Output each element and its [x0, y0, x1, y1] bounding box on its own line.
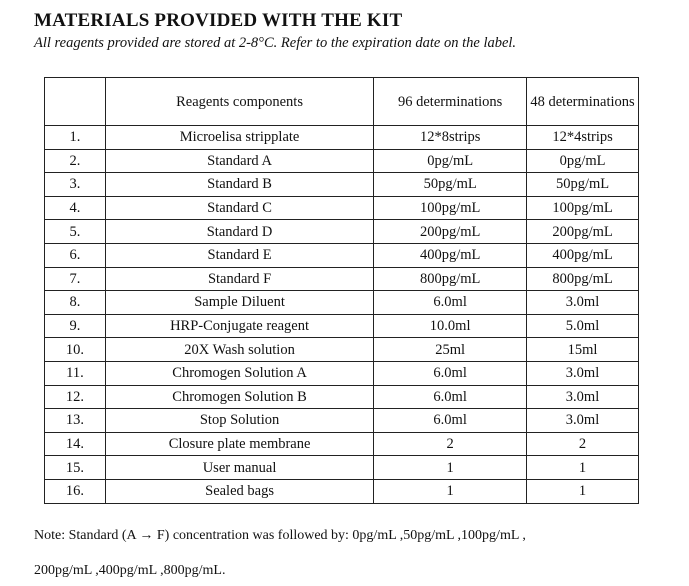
row-96: 12*8strips	[374, 126, 527, 150]
row-48: 15ml	[527, 338, 639, 362]
row-index: 16.	[45, 479, 106, 503]
row-48: 50pg/mL	[527, 173, 639, 197]
table-row	[45, 409, 639, 433]
row-index: 8.	[45, 291, 106, 315]
row-index: 1.	[45, 126, 106, 150]
table-row	[45, 267, 639, 291]
row-48: 3.0ml	[527, 409, 639, 433]
row-component: Closure plate membrane	[105, 432, 373, 456]
row-96: 6.0ml	[374, 385, 527, 409]
row-96: 50pg/mL	[374, 173, 527, 197]
row-96: 800pg/mL	[374, 267, 527, 291]
row-96: 6.0ml	[374, 361, 527, 385]
row-index: 13.	[45, 409, 106, 433]
table-row	[45, 173, 639, 197]
table-row	[45, 456, 639, 480]
row-index: 9.	[45, 314, 106, 338]
table-row	[45, 338, 639, 362]
row-index: 5.	[45, 220, 106, 244]
row-index: 12.	[45, 385, 106, 409]
table-row	[45, 361, 639, 385]
row-index: 3.	[45, 173, 106, 197]
row-96: 400pg/mL	[374, 243, 527, 267]
table-row	[45, 385, 639, 409]
row-index: 6.	[45, 243, 106, 267]
row-48: 3.0ml	[527, 291, 639, 315]
reagents-table	[44, 77, 639, 504]
row-48: 800pg/mL	[527, 267, 639, 291]
note-line-1: Note: Standard (A → F) concentration was followed by: 0pg/mL ,50pg/mL ,100pg/mL ,	[34, 528, 526, 543]
table-row	[45, 479, 639, 503]
table-row	[45, 220, 639, 244]
row-96: 200pg/mL	[374, 220, 527, 244]
row-component: HRP-Conjugate reagent	[105, 314, 373, 338]
row-component: Standard B	[105, 173, 373, 197]
row-component: Stop Solution	[105, 409, 373, 433]
row-index: 15.	[45, 456, 106, 480]
row-96: 1	[374, 456, 527, 480]
note-line-2: 200pg/mL ,400pg/mL ,800pg/mL.	[34, 563, 226, 578]
row-component: Sealed bags	[105, 479, 373, 503]
table-row	[45, 126, 639, 150]
row-48: 3.0ml	[527, 361, 639, 385]
row-component: Chromogen Solution A	[105, 361, 373, 385]
table-row	[45, 149, 639, 173]
row-96: 2	[374, 432, 527, 456]
table-row	[45, 196, 639, 220]
row-48: 3.0ml	[527, 385, 639, 409]
header-components: Reagents components	[105, 78, 373, 126]
row-component: Standard A	[105, 149, 373, 173]
row-48: 12*4strips	[527, 126, 639, 150]
row-index: 11.	[45, 361, 106, 385]
row-48: 2	[527, 432, 639, 456]
table-header-row	[45, 78, 639, 126]
row-component: Sample Diluent	[105, 291, 373, 315]
row-96: 1	[374, 479, 527, 503]
row-48: 0pg/mL	[527, 149, 639, 173]
row-component: User manual	[105, 456, 373, 480]
row-48: 1	[527, 479, 639, 503]
row-component: 20X Wash solution	[105, 338, 373, 362]
row-96: 6.0ml	[374, 291, 527, 315]
row-96: 10.0ml	[374, 314, 527, 338]
row-component: Chromogen Solution B	[105, 385, 373, 409]
header-index	[45, 78, 106, 126]
row-96: 25ml	[374, 338, 527, 362]
row-48: 1	[527, 456, 639, 480]
section-title: MATERIALS PROVIDED WITH THE KIT	[34, 10, 403, 31]
row-component: Standard C	[105, 196, 373, 220]
row-96: 0pg/mL	[374, 149, 527, 173]
row-component: Standard D	[105, 220, 373, 244]
row-96: 100pg/mL	[374, 196, 527, 220]
row-index: 4.	[45, 196, 106, 220]
row-48: 100pg/mL	[527, 196, 639, 220]
row-index: 7.	[45, 267, 106, 291]
row-index: 14.	[45, 432, 106, 456]
row-component: Standard F	[105, 267, 373, 291]
header-96: 96 determinations	[374, 78, 527, 126]
storage-subtitle: All reagents provided are stored at 2-8°C. Refer to the expiration date on the label.	[34, 35, 517, 51]
row-index: 10.	[45, 338, 106, 362]
row-96: 6.0ml	[374, 409, 527, 433]
row-index: 2.	[45, 149, 106, 173]
table-row	[45, 243, 639, 267]
row-component: Standard E	[105, 243, 373, 267]
header-48: 48 determinations	[527, 78, 639, 126]
row-48: 400pg/mL	[527, 243, 639, 267]
row-48: 200pg/mL	[527, 220, 639, 244]
row-component: Microelisa stripplate	[105, 126, 373, 150]
table-row	[45, 291, 639, 315]
table-row	[45, 432, 639, 456]
row-48: 5.0ml	[527, 314, 639, 338]
table-row	[45, 314, 639, 338]
